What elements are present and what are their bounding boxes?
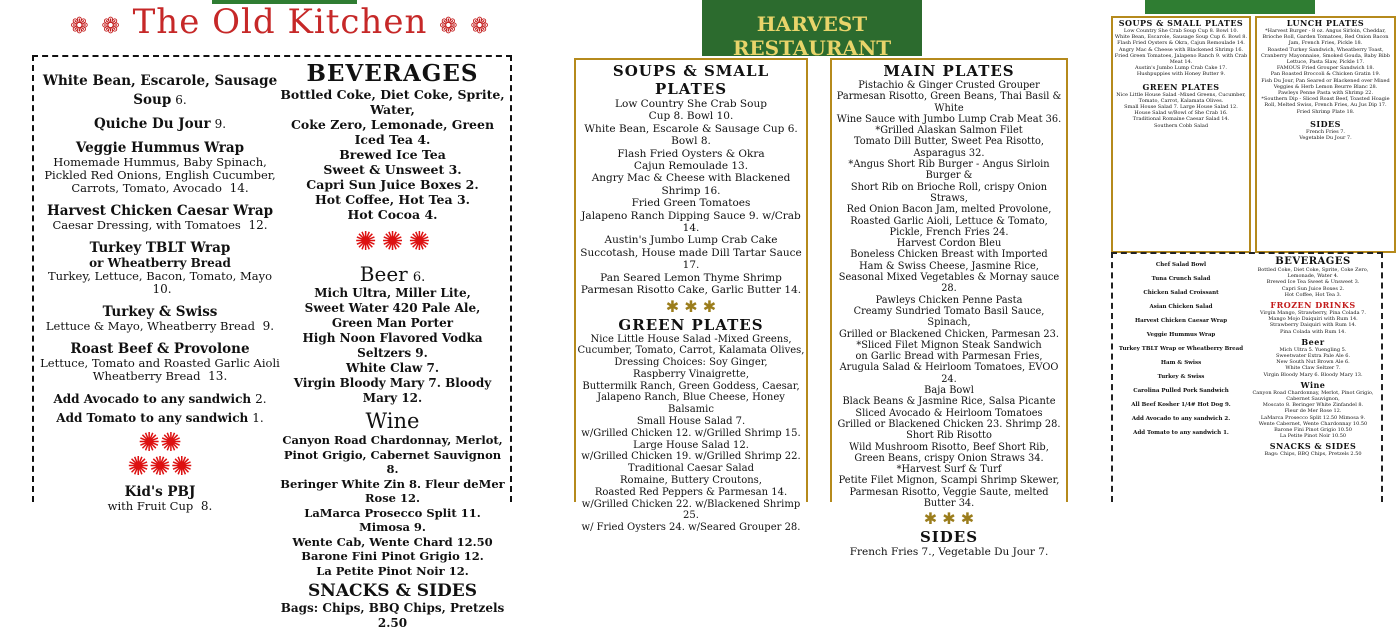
wine-line: Barone Fini Pinot Grigio 12. bbox=[301, 549, 484, 563]
mini-line: Fried Green Tomatoes, Jalapeno Ranch 9. with Crab Meat 14. bbox=[1114, 52, 1248, 66]
mini-sides-list bbox=[1257, 129, 1394, 141]
snacks-heading: SNACKS & SIDES bbox=[308, 581, 477, 601]
main-plate-line: Harvest Cordon Bleu bbox=[896, 238, 1002, 250]
rosette-icon: ❁ bbox=[439, 14, 459, 39]
wine-line: Canyon Road Chardonnay, Merlot, bbox=[282, 433, 503, 447]
item-name: Turkey TBLT Wrap bbox=[89, 240, 231, 256]
green-plate-line: Jalapeno Ranch, Blue Cheese, Honey Balsamic bbox=[597, 392, 785, 416]
green-plate-line: Raspberry Vinaigrette, bbox=[632, 368, 750, 380]
beverages-heading: BEVERAGES bbox=[306, 60, 479, 87]
right-box bbox=[830, 58, 1068, 559]
main-plate-line: Ham & Swiss Cheese, Jasmine Rice, bbox=[859, 260, 1039, 272]
mini-line: Hot Coffee, Hot Tea 3. bbox=[1284, 291, 1342, 298]
mini-lunch-heading: LUNCH PLATES bbox=[1286, 18, 1365, 28]
menu-item bbox=[40, 338, 280, 383]
menu-item bbox=[40, 407, 280, 426]
soup-line: Low Country She Crab Soup bbox=[615, 98, 767, 110]
mini-line: Traditional Romaine Caesar Salad 14. bbox=[1132, 116, 1230, 123]
wine-line: LaMarca Prosecco Split 11. Mimosa 9. bbox=[304, 505, 481, 534]
item-price: 8. bbox=[200, 499, 213, 513]
mini-line: Barone Fini Pinot Grigio 10.50 bbox=[1274, 427, 1352, 434]
item-desc: Lettuce, Tomato and Roasted Garlic Aioli Wheatberry Bread 13. bbox=[40, 356, 280, 383]
rosette-cluster bbox=[40, 428, 280, 482]
item-sub: or Wheatberry Bread bbox=[89, 256, 231, 270]
title-text: The Old Kitchen bbox=[132, 2, 428, 42]
mini-line: Moscato 8. Beringer White Zinfandel 8. bbox=[1262, 402, 1364, 409]
mini-line: Mich Ultra 5. Yuengling 5. bbox=[1279, 346, 1347, 353]
soup-line: Jalapeno Ranch Dipping Sauce 9. w/Crab 14. bbox=[581, 209, 801, 235]
main-plate-line: Parmesan Risotto, Veggie Saute, melted Butter 34. bbox=[849, 486, 1049, 509]
item-desc: with Fruit Cup 8. bbox=[107, 499, 213, 513]
main-plate-line: Wild Mushroom Risotto, Beef Short Rib, bbox=[849, 441, 1049, 453]
mini-lunch-box bbox=[1255, 16, 1396, 253]
beverage-line: Hot Coffee, Hot Tea 3. bbox=[314, 192, 471, 207]
mini-line: La Petite Pinot Noir 10.50 bbox=[1279, 433, 1347, 440]
mini-line: Fleur de Mer Rose 12. bbox=[1284, 408, 1342, 415]
mains-list bbox=[832, 80, 1066, 509]
menu-item bbox=[40, 70, 280, 108]
item-price: 6. bbox=[175, 93, 187, 107]
mini-line: Pan Roasted Broccoli & Chicken Gratin 19. bbox=[1270, 71, 1381, 78]
item-name: Turkey & Swiss bbox=[102, 304, 218, 320]
wine-line: Pinot Grigio, Cabernet Sauvignon 8. bbox=[283, 447, 502, 476]
mini-line: Roasted Turkey Sandwich, Wheatberry Toast, Cranberry Mayonnaise, Smoked Gouda, Baby Bibb Lettuce, Pasta Slaw, Pickle 17. bbox=[1261, 46, 1390, 66]
mini-snacks-heading: SNACKS & SIDES bbox=[1269, 441, 1357, 452]
wine-line: Wente Cab, Wente Chard 12.50 bbox=[292, 534, 493, 549]
mini-line: Brewed Ice Tea Sweet & Unsweet 3. bbox=[1266, 279, 1360, 286]
main-plate-line: Red Onion Bacon Jam, melted Provolone, bbox=[846, 204, 1052, 216]
mini-line: Virgin Mango, Strawberry, Pina Colada 7. bbox=[1260, 310, 1366, 317]
soups-heading: SOUPS & SMALL PLATES bbox=[612, 62, 770, 98]
beverages-list bbox=[280, 87, 505, 222]
soups-list bbox=[576, 98, 806, 297]
mini-line: All Beef Kosher 1/4# Hot Dog 9. bbox=[1131, 402, 1231, 408]
green-plate-line: Large House Salad 12. bbox=[633, 439, 749, 451]
mini-line: Vegetable Du Jour 7. bbox=[1299, 135, 1352, 142]
main-plate-line: Pickle, French Fries 24. bbox=[889, 226, 1009, 238]
mini-line: Low Country She Crab Soup Cup 8. Bowl 10. bbox=[1123, 28, 1239, 34]
rosettes-row bbox=[280, 225, 505, 259]
main-plate-line: Roasted Garlic Aioli, Lettuce & Tomato, bbox=[850, 215, 1048, 227]
mini-line: Fried Shrimp Plate 18. bbox=[1296, 108, 1355, 115]
item-price: 10. bbox=[152, 282, 172, 296]
mini-line: Pina Colada with Rum 14. bbox=[1280, 328, 1346, 335]
mini-line: Strawberry Daiquiri with Rum 14. bbox=[1269, 322, 1357, 329]
wine-list bbox=[280, 433, 505, 578]
beer-line: White Claw 7. bbox=[345, 361, 440, 375]
menu-title bbox=[0, 2, 560, 42]
mini-line: White Bean, Escarole, Sausage Soup Cup 6. Bowl 8. bbox=[1114, 34, 1248, 41]
soup-line: Austin's Jumbo Lump Crab Cake bbox=[604, 234, 778, 247]
main-plate-line: Arugula Salad & Heirloom Tomatoes, EVOO 24. bbox=[839, 362, 1059, 385]
greens-list bbox=[576, 334, 806, 535]
item-price: 12. bbox=[248, 218, 268, 232]
green-plate-line: Small House Salad 7. bbox=[636, 416, 746, 428]
mini-line: Mango Mojo Daiquiri with Rum 14. bbox=[1268, 316, 1358, 323]
mini-sides-heading: SIDES bbox=[1310, 118, 1341, 129]
mini-line: Tuna Crunch Salad bbox=[1151, 276, 1211, 282]
menu-item bbox=[40, 137, 280, 195]
mini-line: *Southern Dip - Sliced Roast Beef, Toasted Hoagie Roll, Melted Swiss, French Fries, Au Jus Dip 17. bbox=[1261, 96, 1390, 109]
soup-line: White Bean, Escarole & Sausage Cup 6. Bowl 8. bbox=[584, 122, 798, 148]
mini-line: LaMarca Prosecco Split 12.50 Mimosa 9. bbox=[1260, 414, 1366, 421]
green-plate-line: Buttermilk Ranch, Green Goddess, Caesar, bbox=[582, 380, 800, 392]
main-plate-line: Black Beans & Jasmine Rice, Salsa Picante bbox=[842, 396, 1056, 408]
item-desc: Homemade Hummus, Baby Spinach, Pickled Red Onions, English Cucumber, Carrots, Tomato, Avocado 14. bbox=[44, 155, 276, 195]
mini-frozen-list bbox=[1249, 310, 1377, 335]
rosette-icon: ✺ bbox=[381, 227, 404, 257]
green-plate-line: Cucumber, Tomato, Carrot, Kalamata Olives, bbox=[577, 345, 805, 357]
mini-line: Veggie Hummus Wrap bbox=[1146, 332, 1216, 338]
soup-line: Parmesan Risotto Cake, Garlic Butter 14. bbox=[580, 284, 802, 297]
mini-line: Carolina Pulled Pork Sandwich bbox=[1133, 388, 1229, 394]
soup-line: Cup 8. Bowl 10. bbox=[648, 110, 734, 123]
main-plate-line: *Sliced Filet Mignon Steak Sandwich bbox=[856, 339, 1042, 351]
green-plate-line: Nice Little House Salad -Mixed Greens, bbox=[590, 333, 792, 345]
menu-item bbox=[40, 388, 280, 407]
beverage-line: Hot Cocoa 4. bbox=[347, 207, 438, 222]
green-plate-line: Roasted Red Peppers & Parmesan 14. bbox=[594, 486, 788, 498]
main-plate-line: on Garlic Bread with Parmesan Fries, bbox=[855, 351, 1043, 363]
green-plate-line: w/Grilled Chicken 22. w/Blackened Shrimp 25. bbox=[581, 498, 801, 522]
harvest-logo bbox=[702, 0, 922, 60]
mini-line: Flash Fried Oysters & Okra, Cajun Remoulade 14. bbox=[1117, 40, 1245, 47]
item-name: Add Tomato to any sandwich bbox=[56, 411, 249, 425]
rosette-icon: ❁ bbox=[70, 14, 90, 39]
mini-old-kitchen-box bbox=[1111, 252, 1383, 502]
beer-title: Beer bbox=[359, 262, 408, 286]
main-plate-line: Short Rib on Brioche Roll, crispy Onion Straws, bbox=[850, 181, 1048, 204]
beer-line: Green Man Porter bbox=[331, 316, 454, 330]
mini-line: Angry Mac & Cheese with Blackened Shrimp 16. bbox=[1118, 46, 1244, 53]
main-plate-line: Boneless Chicken Breast with Imported bbox=[850, 249, 1048, 261]
mini-sandwich-list bbox=[1117, 258, 1245, 440]
mini-line: White Claw Seltzer 7. bbox=[1285, 365, 1341, 372]
mini-line: Pawleys Penne Pasta with Shrimp 22. bbox=[1277, 90, 1374, 97]
main-plate-line: Seasonal Mixed Vegetables & Mornay sauce 28. bbox=[838, 272, 1060, 295]
soup-line: Flash Fried Oysters & Okra bbox=[617, 147, 765, 160]
green-plates-heading: GREEN PLATES bbox=[618, 315, 764, 334]
mini-soups-heading: SOUPS & SMALL PLATES bbox=[1118, 18, 1244, 28]
soup-line: Angry Mac & Cheese with Blackened Shrimp 16. bbox=[591, 172, 791, 197]
harvest-menu bbox=[570, 0, 1070, 559]
item-name: Roast Beef & Provolone bbox=[70, 341, 250, 357]
green-plate-line: Traditional Caesar Salad bbox=[628, 463, 754, 475]
main-plate-line: Pistachio & Ginger Crusted Grouper bbox=[858, 80, 1040, 91]
snacks-list bbox=[280, 601, 505, 631]
item-desc: Turkey, Lettuce, Bacon, Tomato, Mayo 10. bbox=[47, 269, 273, 296]
item-price: 13. bbox=[208, 369, 228, 383]
rosette-icon: ❁ bbox=[470, 14, 490, 39]
wheat-icons: ✱ ✱ ✱ bbox=[923, 509, 975, 529]
mini-line: Turkey TBLT Wrap or Wheatberry Bread bbox=[1118, 346, 1244, 352]
wine-line: La Petite Pinot Noir 12. bbox=[316, 563, 469, 578]
beverage-line: Brewed Ice Tea bbox=[339, 147, 446, 162]
item-desc: Caesar Dressing, with Tomatoes 12. bbox=[52, 218, 268, 232]
sides-heading: SIDES bbox=[919, 528, 979, 547]
item-desc: Lettuce & Mayo, Wheatberry Bread 9. bbox=[45, 319, 275, 333]
green-plate-line: Dressing Choices: Soy Ginger, bbox=[614, 357, 768, 369]
main-plate-line: Green Beans, crispy Onion Straws 34. bbox=[854, 452, 1044, 464]
wine-heading: Wine bbox=[365, 409, 420, 433]
beer-price: 6. bbox=[412, 270, 426, 285]
item-price: 1. bbox=[252, 411, 264, 425]
item-price: 9. bbox=[214, 117, 227, 131]
mini-wine-heading: Wine bbox=[1300, 379, 1326, 390]
mini-line: Add Avocado to any sandwich 2. bbox=[1131, 416, 1231, 422]
item-name: Add Avocado to any sandwich bbox=[53, 392, 252, 406]
beverage-line: Capri Sun Juice Boxes 2. bbox=[306, 177, 479, 192]
main-plate-line: Pawleys Chicken Penne Pasta bbox=[875, 294, 1023, 306]
wheat-icons: ✱ ✱ ✱ bbox=[665, 296, 717, 316]
main-plate-line: Wine Sauce with Jumbo Lump Crab Meat 36. bbox=[836, 113, 1062, 125]
mini-line: Fish Du Jour, Pan Seared or Blackened over Mixed Veggies & Herb Lemon Beurre Blanc 28. bbox=[1261, 77, 1390, 90]
mini-line: Austin's Jumbo Lump Crab Cake 17. bbox=[1135, 65, 1227, 72]
soup-line: Succotash, House made Dill Tartar Sauce 17. bbox=[580, 246, 802, 272]
main-plate-line: *Grilled Alaskan Salmon Filet bbox=[875, 125, 1023, 137]
beverage-line: Coke Zero, Lemonade, Green Iced Tea 4. bbox=[290, 117, 495, 147]
beer-line: High Noon Flavored Vodka Seltzers 9. bbox=[302, 331, 483, 360]
mini-line: FAMOUS Fried Grouper Sandwich 18. bbox=[1276, 65, 1375, 72]
mini-line: *Harvest Burger - 8 oz. Angus Sirloin, Cheddar, Brioche Roll, Garden Tomatoes, Red Onion Bacon Jam, French Fries, Pickle 18. bbox=[1262, 28, 1389, 47]
mini-frozen-heading: FROZEN DRINKS bbox=[1270, 300, 1356, 311]
main-plate-line: *Harvest Surf & Turf bbox=[896, 464, 1002, 476]
mini-line: Sweetwater Extra Pale Ale 6. bbox=[1275, 353, 1351, 360]
mini-lunch-list bbox=[1257, 28, 1394, 115]
soup-line: Fried Green Tomatoes bbox=[631, 197, 751, 210]
mini-line: Chef Salad Bowl bbox=[1155, 262, 1207, 268]
main-plate-line: Short Rib Risotto bbox=[906, 430, 992, 442]
main-plate-line: Grilled or Blackened Chicken, Parmesan 23. bbox=[838, 328, 1059, 340]
beer-line: Sweet Water 420 Pale Ale, bbox=[304, 301, 481, 315]
wine-line: Beringer White Zin 8. Fleur deMer Rose 12. bbox=[280, 476, 505, 505]
mini-soups-box bbox=[1111, 16, 1251, 253]
menu-item bbox=[40, 301, 280, 333]
mini-line: Bottled Coke, Diet Coke, Sprite, Coke Zero, Lemonade, Water 4. bbox=[1257, 267, 1369, 280]
item-name: Kid's PBJ bbox=[124, 484, 196, 500]
mini-line: Asian Chicken Salad bbox=[1149, 304, 1213, 310]
top-green-bar bbox=[1145, 0, 1315, 14]
mini-snacks-list bbox=[1249, 451, 1377, 457]
mini-line: Chicken Salad Croissant bbox=[1143, 290, 1219, 296]
mini-line: Harvest Chicken Caesar Wrap bbox=[1134, 318, 1228, 324]
mini-beer-heading: Beer bbox=[1301, 336, 1325, 347]
mini-line: Canyon Road Chardonnay, Merlot, Pinot Grigio, Cabernet Sauvignon, bbox=[1252, 389, 1374, 403]
mini-line: French Fries 7. bbox=[1306, 128, 1345, 135]
logo-text: HARVEST RESTAURANT bbox=[732, 12, 892, 60]
soup-line: Cajun Remoulade 13. bbox=[633, 160, 749, 173]
mini-line: Bags: Chips, BBQ Chips, Pretzels 2.50 bbox=[1264, 451, 1362, 458]
item-price: 14. bbox=[229, 181, 249, 195]
mini-line: House Salad w/Bowl of She Crab 16. bbox=[1134, 110, 1228, 117]
old-kitchen-menu bbox=[0, 0, 560, 630]
rosette-icon: ✺✺✺ bbox=[127, 452, 193, 482]
mini-green-heading: GREEN PLATES bbox=[1142, 81, 1220, 92]
main-plate-line: Baja Bowl bbox=[924, 385, 974, 397]
mini-line: Virgin Bloody Mary 6. Bloody Mary 13. bbox=[1263, 371, 1363, 378]
item-name: Harvest Chicken Caesar Wrap bbox=[46, 203, 274, 219]
menu-item bbox=[40, 237, 280, 296]
mini-line: Ham & Swiss bbox=[1160, 360, 1202, 366]
green-plate-line: w/ Fried Oysters 24. w/Seared Grouper 28. bbox=[581, 522, 801, 534]
soup-line: Pan Seared Lemon Thyme Shrimp bbox=[600, 271, 782, 284]
mini-wine-list bbox=[1249, 390, 1377, 440]
main-plate-line: Parmesan Risotto, Green Beans, Thai Basil & White bbox=[836, 91, 1062, 114]
beverage-line: Sweet & Unsweet 3. bbox=[323, 162, 462, 177]
main-plate-line: *Angus Short Rib Burger - Angus Sirloin Burger & bbox=[848, 159, 1050, 182]
mini-green-list bbox=[1113, 92, 1249, 129]
main-plate-line: Creamy Sundried Tomato Basil Sauce, Spinach, bbox=[853, 305, 1045, 329]
rosette-icon: ✺ bbox=[408, 227, 431, 257]
mini-line: Small House Salad 7. Large House Salad 12. bbox=[1124, 104, 1238, 111]
item-price: 2. bbox=[255, 392, 267, 406]
main-plates-heading: MAIN PLATES bbox=[883, 62, 1015, 80]
mini-line: New South Nut Brown Ale 6. bbox=[1276, 359, 1350, 366]
item-name: Veggie Hummus Wrap bbox=[75, 140, 245, 156]
beer-line: Virgin Bloody Mary 7. Bloody Mary 12. bbox=[293, 376, 492, 405]
left-box bbox=[574, 58, 808, 534]
rosette-icon: ❁ bbox=[101, 14, 121, 39]
mini-beer-list bbox=[1249, 347, 1377, 378]
main-plate-line: Grilled or Blackened Chicken 23. Shrimp 28. bbox=[837, 418, 1061, 430]
item-price: 9. bbox=[262, 319, 275, 333]
green-plate-line: w/Grilled Chicken 12. w/Grilled Shrimp 15. bbox=[581, 427, 801, 439]
item-name: White Bean, Escarole, Sausage Soup bbox=[42, 73, 278, 108]
green-plate-line: Romaine, Buttery Croutons, bbox=[620, 475, 762, 487]
menu-item bbox=[40, 200, 280, 232]
snack-line: Bags: Chips, BBQ Chips, Pretzels 2.50 bbox=[280, 601, 505, 630]
main-plate-line: Petite Filet Mignon, Scampi Shrimp Skewer, bbox=[838, 475, 1060, 487]
mini-bev-heading: BEVERAGES bbox=[1275, 256, 1351, 267]
beer-heading bbox=[280, 262, 505, 286]
beverage-line: Bottled Coke, Diet Coke, Sprite, Water, bbox=[280, 87, 505, 117]
green-plate-line: w/Grilled Chicken 19. w/Grilled Shrimp 22. bbox=[581, 451, 801, 463]
menu-item bbox=[40, 113, 280, 132]
mini-line: Capri Sun Juice Boxes 2. bbox=[1281, 285, 1345, 292]
beverage-column bbox=[280, 60, 505, 631]
mini-menus bbox=[1105, 0, 1400, 500]
mini-line: Add Tomato to any sandwich 1. bbox=[1133, 430, 1229, 436]
side-line: French Fries 7., Vegetable Du Jour 7. bbox=[849, 546, 1049, 559]
mini-left-col bbox=[1117, 258, 1245, 440]
rosette-icon: ✺✺ bbox=[138, 428, 182, 458]
mini-soups-list bbox=[1113, 28, 1249, 78]
mini-line: Hushpuppies with Honey Butter 9. bbox=[1136, 71, 1226, 78]
beer-list bbox=[280, 286, 505, 406]
mini-right-col bbox=[1249, 256, 1377, 458]
beer-line: Mich Ultra, Miller Lite, bbox=[314, 286, 471, 300]
mini-line: Southern Cobb Salad bbox=[1153, 122, 1209, 129]
mini-line: Turkey & Swiss bbox=[1157, 374, 1205, 380]
item-name: Quiche Du Jour bbox=[93, 116, 211, 132]
mini-line: Wente Cabernet, Wente Chardonnay 10.50 bbox=[1258, 420, 1368, 427]
mini-line: Nice Little House Salad -Mixed Greens, Cucumber, Tomato, Carrot, Kalamata Olives. bbox=[1116, 91, 1246, 104]
sides-list bbox=[832, 546, 1066, 558]
sandwich-column bbox=[40, 70, 280, 518]
main-plate-line: Sliced Avocado & Heirloom Tomatoes bbox=[855, 407, 1043, 419]
rosette-icon: ✺ bbox=[354, 227, 377, 257]
main-plate-line: Tomato Dill Butter, Sweet Pea Risotto, Asparagus 32. bbox=[853, 136, 1045, 159]
menu-item bbox=[40, 481, 280, 513]
mini-bev-list bbox=[1249, 267, 1377, 298]
